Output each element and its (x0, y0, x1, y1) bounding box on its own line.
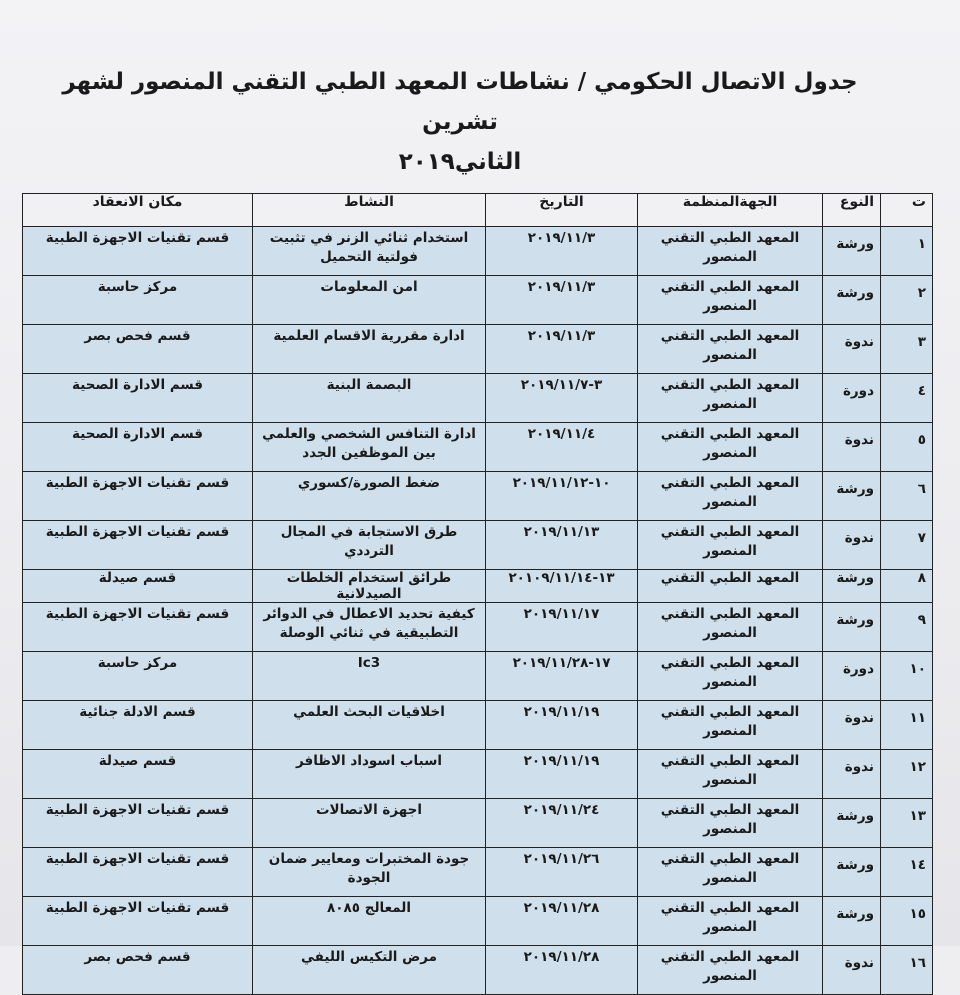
header-org: الجهةالمنظمة (638, 194, 823, 227)
cell-activity: امن المعلومات (253, 276, 486, 325)
cell-type: ندوة (823, 423, 881, 472)
table-row (23, 521, 933, 570)
table-row (23, 570, 933, 603)
cell-type: ورشة (823, 603, 881, 652)
cell-org: المعهد الطبي التقني المنصور (638, 848, 823, 897)
cell-num: ١٥ (881, 897, 933, 946)
cell-date: ٢٠١٩/١١/١٩ (486, 701, 638, 750)
header-type: النوع (823, 194, 881, 227)
cell-activity: Ic3 (253, 652, 486, 701)
cell-org: المعهد الطبي التقني المنصور (638, 325, 823, 374)
title-line-2: الثاني٢٠١٩ (398, 149, 522, 175)
table-row (23, 374, 933, 423)
cell-activity: استخدام ثنائي الزنر في تثبيت فولتية التحميل (253, 227, 486, 276)
cell-activity: جودة المختبرات ومعايير ضمان الجودة (253, 848, 486, 897)
cell-num: ٢ (881, 276, 933, 325)
cell-activity: مرض التكيس الليفي (253, 946, 486, 995)
cell-num: ١٤ (881, 848, 933, 897)
table-row (23, 652, 933, 701)
cell-type: ورشة (823, 227, 881, 276)
cell-org: المعهد الطبي التقني المنصور (638, 374, 823, 423)
cell-activity: ضغط الصورة/كسوري (253, 472, 486, 521)
cell-org: المعهد الطبي التقني المنصور (638, 897, 823, 946)
cell-date: ١٧-٢٠١٩/١١/٢٨ (486, 652, 638, 701)
cell-date: ٢٠١٩/١١/١٧ (486, 603, 638, 652)
cell-org: المعهد الطبي التقني المنصور (638, 521, 823, 570)
cell-place: قسم صيدلة (23, 750, 253, 799)
cell-activity: طرق الاستجابة في المجال الترددي (253, 521, 486, 570)
cell-num: ٥ (881, 423, 933, 472)
cell-place: قسم الادارة الصحية (23, 374, 253, 423)
cell-num: ١٢ (881, 750, 933, 799)
title-line-1: جدول الاتصال الحكومي / نشاطات المعهد الطبي التقني المنصور لشهر تشرين (62, 69, 858, 135)
cell-org: المعهد الطبي التقني المنصور (638, 472, 823, 521)
cell-place: قسم تقنيات الاجهزة الطبية (23, 799, 253, 848)
cell-place: قسم تقنيات الاجهزة الطبية (23, 227, 253, 276)
cell-place: قسم الادارة الصحية (23, 423, 253, 472)
cell-num: ١١ (881, 701, 933, 750)
cell-type: ورشة (823, 897, 881, 946)
cell-date: ٢٠١٩/١١/٣ (486, 227, 638, 276)
cell-place: قسم تقنيات الاجهزة الطبية (23, 603, 253, 652)
table-row (23, 603, 933, 652)
table-row (23, 897, 933, 946)
cell-place: قسم الادلة جنائية (23, 701, 253, 750)
cell-activity: المعالج ٨٠٨٥ (253, 897, 486, 946)
cell-num: ٧ (881, 521, 933, 570)
cell-place: مركز حاسبة (23, 652, 253, 701)
table-row (23, 423, 933, 472)
cell-date: ٢٠١٩/١١/٣ (486, 325, 638, 374)
cell-type: ندوة (823, 521, 881, 570)
cell-place: قسم صيدلة (23, 570, 253, 603)
cell-date: ٢٠١٩/١١/١٣ (486, 521, 638, 570)
cell-type: دورة (823, 652, 881, 701)
cell-date: ١٠-٢٠١٩/١١/١٢ (486, 472, 638, 521)
cell-activity: اخلاقيات البحث العلمي (253, 701, 486, 750)
cell-date: ٢٠١٩/١١/٤ (486, 423, 638, 472)
cell-activity: طرائق استخدام الخلطات الصيدلانية (253, 570, 486, 603)
cell-num: ٤ (881, 374, 933, 423)
cell-date: ١٣-٢٠١٠٩/١١/١٤ (486, 570, 638, 603)
cell-activity: البصمة البنية (253, 374, 486, 423)
page-title (60, 62, 860, 182)
cell-type: ورشة (823, 570, 881, 603)
cell-type: ورشة (823, 799, 881, 848)
cell-org: المعهد الطبي التقني (638, 570, 823, 603)
cell-place: قسم فحص بصر (23, 325, 253, 374)
cell-org: المعهد الطبي التقني المنصور (638, 750, 823, 799)
cell-type: ورشة (823, 276, 881, 325)
cell-org: المعهد الطبي التقني المنصور (638, 227, 823, 276)
cell-date: ٢٠١٩/١١/٢٦ (486, 848, 638, 897)
cell-num: ١ (881, 227, 933, 276)
cell-num: ٨ (881, 570, 933, 603)
table-row (23, 701, 933, 750)
table-row (23, 472, 933, 521)
cell-place: قسم فحص بصر (23, 946, 253, 995)
cell-date: ٢٠١٩/١١/٣ (486, 276, 638, 325)
cell-type: ندوة (823, 750, 881, 799)
cell-place: قسم تقنيات الاجهزة الطبية (23, 521, 253, 570)
table-row (23, 848, 933, 897)
cell-activity: اجهزة الاتصالات (253, 799, 486, 848)
cell-place: قسم تقنيات الاجهزة الطبية (23, 897, 253, 946)
table-row (23, 799, 933, 848)
cell-date: ٢٠١٩/١١/٢٤ (486, 799, 638, 848)
header-num: ت (881, 194, 933, 227)
table-header-row (23, 194, 933, 227)
header-activity: النشاط (253, 194, 486, 227)
cell-org: المعهد الطبي التقني المنصور (638, 652, 823, 701)
cell-place: مركز حاسبة (23, 276, 253, 325)
cell-date: ٢٠١٩/١١/١٩ (486, 750, 638, 799)
cell-type: ندوة (823, 325, 881, 374)
cell-num: ١٦ (881, 946, 933, 995)
cell-activity: كيفية تحديد الاعطال في الدوائر التطبيقية في ثنائي الوصلة (253, 603, 486, 652)
cell-type: ندوة (823, 946, 881, 995)
cell-date: ٢٠١٩/١١/٢٨ (486, 897, 638, 946)
cell-type: ندوة (823, 701, 881, 750)
cell-num: ١٠ (881, 652, 933, 701)
table-row (23, 227, 933, 276)
header-date: التاريخ (486, 194, 638, 227)
activities-table (22, 193, 933, 995)
cell-date: ٢٠١٩/١١/٢٨ (486, 946, 638, 995)
cell-org: المعهد الطبي التقني المنصور (638, 799, 823, 848)
activities-table-wrapper (22, 193, 932, 995)
cell-type: ورشة (823, 472, 881, 521)
cell-num: ٣ (881, 325, 933, 374)
table-row (23, 946, 933, 995)
cell-place: قسم تقنيات الاجهزة الطبية (23, 472, 253, 521)
table-row (23, 750, 933, 799)
header-place: مكان الانعقاد (23, 194, 253, 227)
cell-org: المعهد الطبي التقني المنصور (638, 423, 823, 472)
table-row (23, 276, 933, 325)
cell-type: ورشة (823, 848, 881, 897)
cell-num: ٩ (881, 603, 933, 652)
cell-type: دورة (823, 374, 881, 423)
table-row (23, 325, 933, 374)
cell-num: ١٣ (881, 799, 933, 848)
cell-org: المعهد الطبي التقني المنصور (638, 701, 823, 750)
cell-date: ٣-٢٠١٩/١١/٧ (486, 374, 638, 423)
cell-activity: اسباب اسوداد الاظافر (253, 750, 486, 799)
cell-num: ٦ (881, 472, 933, 521)
cell-org: المعهد الطبي التقني المنصور (638, 946, 823, 995)
cell-activity: ادارة مقررية الاقسام العلمية (253, 325, 486, 374)
cell-activity: ادارة التنافس الشخصي والعلمي بين الموظفين الجدد (253, 423, 486, 472)
cell-org: المعهد الطبي التقني المنصور (638, 603, 823, 652)
cell-place: قسم تقنيات الاجهزة الطبية (23, 848, 253, 897)
cell-org: المعهد الطبي التقني المنصور (638, 276, 823, 325)
